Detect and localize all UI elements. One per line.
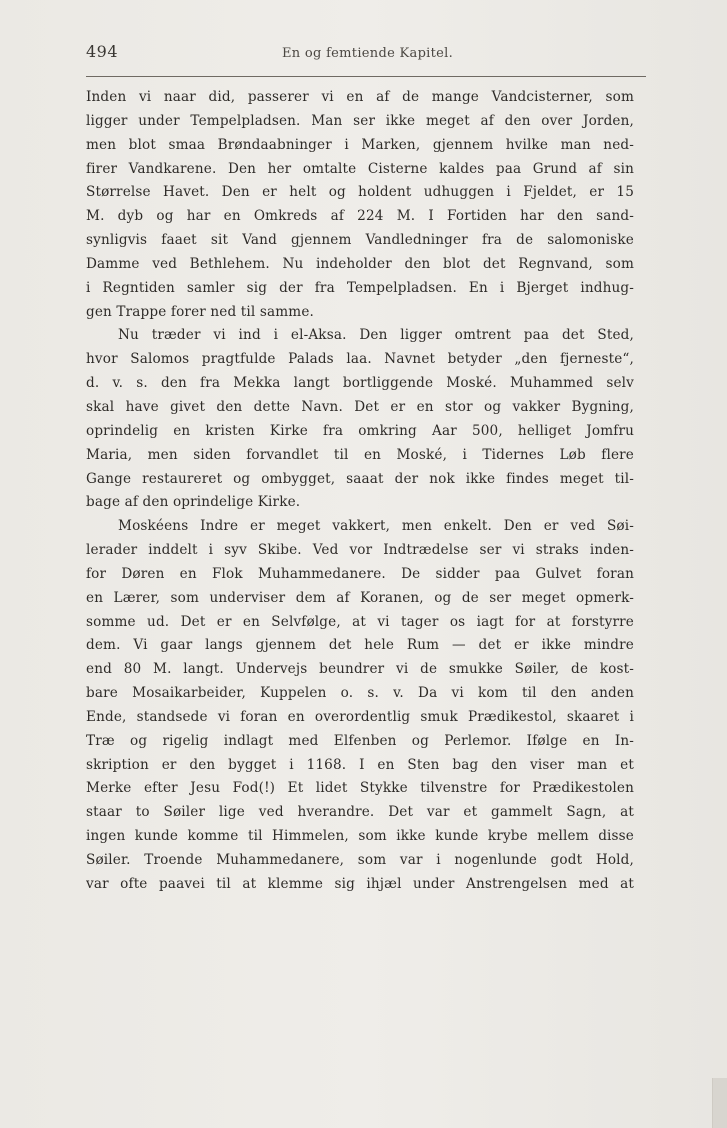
text-line: Damme ved Bethlehem. Nu indeholder den blot det Regnvand, som [86, 255, 634, 272]
text-line: ligger under Tempelpladsen. Man ser ikke meget af den over Jorden, [86, 112, 634, 129]
text-line: firer Vandkarene. Den her omtalte Cisterne kaldes paa Grund af sin [86, 160, 634, 177]
page-header [86, 42, 646, 68]
text-line: lerader inddelt i syv Skibe. Ved vor Indtrædelse ser vi straks inden- [86, 542, 634, 559]
text-line: Merke efter Jesu Fod(!) Et lidet Stykke tilvenstre for Prædikestolen [86, 780, 634, 797]
text-line: Størrelse Havet. Den er helt og holdent udhuggen i Fjeldet, er 15 [86, 184, 634, 201]
text-line: bage af den oprindelige Kirke. [86, 494, 301, 511]
text-line: for Døren en Flok Muhammedanere. De sidder paa Gulvet foran [86, 565, 634, 582]
text-line: hvor Salomos pragtfulde Palads laa. Navnet betyder „den fjerneste“, [86, 351, 634, 368]
text-line: Gange restaureret og ombygget, saaat der nok ikke findes meget til- [86, 470, 634, 487]
text-line: ingen kunde komme til Himmelen, som ikke kunde krybe mellem disse [86, 828, 634, 845]
text-line: synligvis faaet sit Vand gjennem Vandledninger fra de salomoniske [86, 232, 634, 249]
text-line: Moskéens Indre er meget vakkert, men enkelt. Den er ved Søi- [118, 518, 634, 535]
text-line: bare Mosaikarbeider, Kuppelen o. s. v. Da vi kom til den anden [86, 685, 634, 702]
text-line: Maria, men siden forvandlet til en Moské, i Tidernes Løb flere [86, 446, 634, 463]
text-line: men blot smaa Brøndaabninger i Marken, gjennem hvilke man ned- [86, 136, 634, 153]
paragraph-2 [86, 324, 634, 515]
text-line: d. v. s. den fra Mekka langt bortliggende Moské. Muhammed selv [86, 375, 634, 392]
text-line: end 80 M. langt. Undervejs beundrer vi de smukke Søiler, de kost- [86, 661, 634, 678]
body-text [86, 86, 634, 897]
adjacent-page-edge [712, 1078, 727, 1128]
text-line: oprindelig en kristen Kirke fra omkring Aar 500, helliget Jomfru [86, 422, 634, 439]
paragraph-3 [86, 515, 634, 897]
text-line: gen Trappe forer ned til samme. [86, 303, 315, 320]
text-line: Træ og rigelig indlagt med Elfenben og Perlemor. Ifølge en In- [86, 732, 634, 749]
paragraph-1 [86, 86, 634, 324]
header-rule [86, 76, 646, 77]
text-line: skal have givet den dette Navn. Det er en stor og vakker Bygning, [86, 398, 634, 415]
text-line: dem. Vi gaar langs gjennem det hele Rum — det er ikke mindre [86, 637, 634, 654]
text-line: Søiler. Troende Muhammedanere, som var i nogenlunde godt Hold, [86, 852, 634, 868]
text-line: i Regntiden samler sig der fra Tempelpladsen. En i Bjerget indhug- [86, 279, 634, 296]
text-line: M. dyb og har en Omkreds af 224 M. I Fortiden har den sand- [86, 208, 634, 225]
text-line: en Lærer, som underviser dem af Koranen, og de ser meget opmerk- [86, 589, 634, 606]
text-line: staar to Søiler lige ved hverandre. Det var et gammelt Sagn, at [86, 804, 634, 821]
text-line: Ende, standsede vi foran en overordentlig smuk Prædikestol, skaaret i [86, 708, 634, 725]
text-line: Inden vi naar did, passerer vi en af de mange Vandcisterner, som [86, 89, 634, 105]
text-line: Nu træder vi ind i el-Aksa. Den ligger omtrent paa det Sted, [118, 327, 634, 344]
text-line: var ofte paavei til at klemme sig ihjæl under Anstrengelsen med at [86, 875, 634, 892]
running-head: En og femtiende Kapitel. [282, 46, 454, 61]
page-number: 494 [86, 42, 119, 61]
text-line: somme ud. Det er en Selvfølge, at vi tager os iagt for at forstyrre [86, 613, 634, 630]
text-line: skription er den bygget i 1168. I en Sten bag den viser man et [86, 756, 634, 773]
